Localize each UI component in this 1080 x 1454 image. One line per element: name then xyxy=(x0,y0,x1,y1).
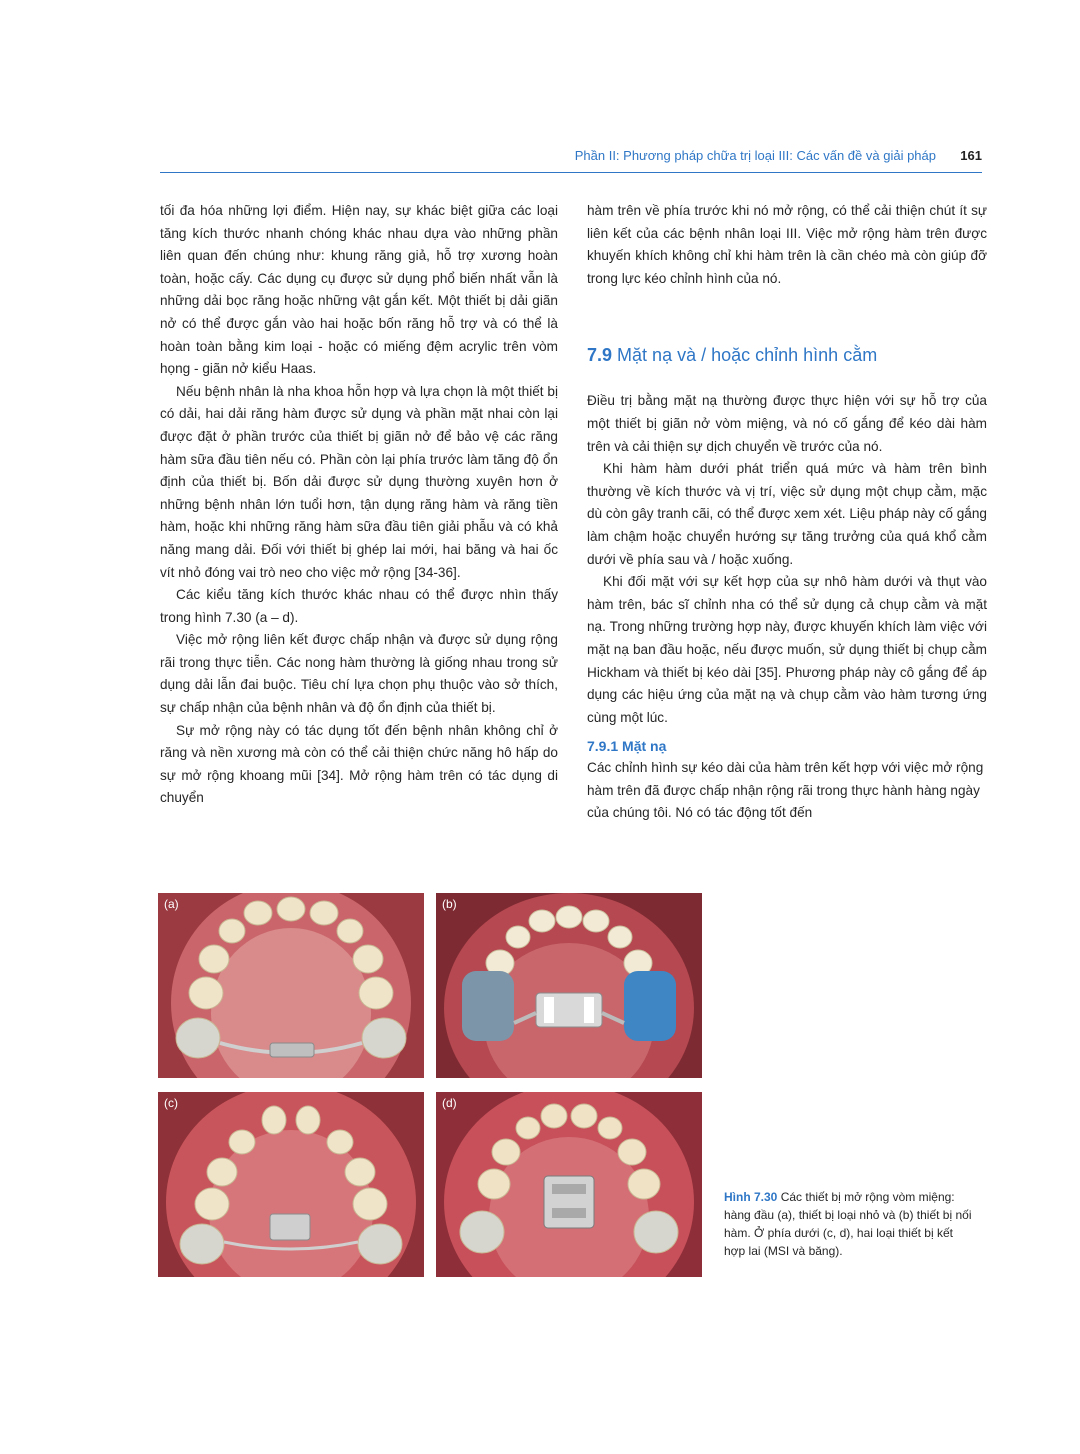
paragraph: Sự mở rộng này có tác dụng tốt đến bệnh nhân không chỉ ở răng và nền xương mà còn có thể cải thiện chức năng hô hấp do sự mở rộng khoang mũi [34]. Mở rộng hàm trên có tác dụng di chuyển xyxy=(160,722,558,806)
paragraph: Việc mở rộng liên kết được chấp nhận và được sử dụng rộng rãi trong thực tiễn. Các nong hàm thường là giống nhau trong sử dụng dải lẫn đai buộc. Tiêu chí lựa chọn phụ thuộc vào sở thích, sự chấp nhận của bệnh nhân và độ ổn định của thiết bị. xyxy=(160,632,558,716)
right-column xyxy=(587,200,987,825)
dental-photo-a xyxy=(158,893,424,1078)
subsection-heading: 7.9.1 Mặt nạ xyxy=(587,738,667,755)
figure-photo-a xyxy=(158,893,424,1078)
paragraph: Các chỉnh hình sự kéo dài của hàm trên kết hợp với việc mở rộng hàm trên đã được chấp nhận rộng rãi trong thực hành hàng ngày của chúng tôi. Nó có tác động tốt đến xyxy=(587,760,984,821)
panel-label-b: (b) xyxy=(442,897,457,911)
figure-caption-text: Các thiết bị mở rộng vòm miệng: hàng đầu (a), thiết bị loại nhỏ và (b) thiết bị nối hàm. Ở phía dưới (c, d), hai loại thiết bị kết hợp lai (MSI và băng). xyxy=(724,1190,972,1258)
page-number: 161 xyxy=(960,148,982,163)
figure-photo-b xyxy=(436,893,702,1078)
dental-photo-b xyxy=(436,893,702,1078)
panel-label-d: (d) xyxy=(442,1096,457,1110)
paragraph: Nếu bệnh nhân là nha khoa hỗn hợp và lựa chọn là một thiết bị có dải, hai dải răng hàm được sử dụng và phần mặt nhai còn lại được đặt ở phần trước của thiết bị giãn nở để bảo vệ các răng hàm sữa đầu tiên nếu có. Phần còn lại phía trước làm tăng độ ổn định của thiết bị. Bốn dải được sử dụng thường xuyên hơn ở những bệnh nhân lớn tuổi hơn, tận dụng răng hàm và răng tiền hàm, hoặc khi những răng hàm sữa đầu tiên giải phẫu và có khả năng mang dải. Đối với thiết bị ghép lai mới, hai băng và hai ốc vít nhỏ đóng vai trò neo cho việc mở rộng [34-36]. xyxy=(160,383,558,580)
paragraph: Khi đối mặt với sự kết hợp của sự nhô hàm dưới và thụt vào hàm trên, bác sĩ chỉnh nha có thể sử dụng cả chụp cằm và mặt nạ. Trong những trường hợp này, được khuyến khích làm việc với mặt nạ ban đầu hoặc, nếu được muốn, sử dụng thiết bị chụp cằm Hickham và thiết bị kéo dài [35]. Phương pháp này cô gắng để áp dụng các hiệu ứng của mặt nạ và chụp cằm vào hàm tương ứng cùng một lúc. xyxy=(587,574,987,725)
paragraph: hàm trên về phía trước khi nó mở rộng, có thể cải thiện chút ít sự liên kết của các bệnh nhân loại III. Việc mở rộng hàm trên được khuyến khích không chỉ khi hàm trên là cần chéo mà còn giúp đỡ trong lực kéo chỉnh hình của nó. xyxy=(587,203,987,286)
figure-caption xyxy=(724,1188,976,1260)
dental-photo-d xyxy=(436,1092,702,1277)
paragraph: tối đa hóa những lợi điểm. Hiện nay, sự khác biệt giữa các loại tăng kích thước nhanh chóng khác nhau dựa vào những phần liên quan đến chúng như: khung răng giả, hỗ trợ xương hoàn toàn, hoặc cấy. Các dụng cụ được sử dụng phổ biến nhất vẫn là những dải bọc răng hoặc những vật gắn kết. Một thiết bị dải giãn nở có thể được gắn vào hai hoặc bốn răng hỗ trợ và có thể là hoàn toàn bằng kim loại - hoặc có miếng đệm acrylic trên vòm họng - giãn nở kiểu Haas. xyxy=(160,203,558,377)
figure-photo-c xyxy=(158,1092,424,1277)
paragraph: Khi hàm hàm dưới phát triển quá mức và hàm trên bình thường về kích thước và vị trí, việc sử dụng một chụp cằm, mặc dù còn gây tranh cãi, có thể được xem xét. Liệu pháp này cố gắng làm chậm hoặc chuyển hướng sự tăng trưởng của quá khổ cằm dưới về phía sau và / hoặc xuống. xyxy=(587,461,987,567)
section-title: Mặt nạ và / hoặc chỉnh hình cằm xyxy=(617,345,878,366)
figure-photo-d xyxy=(436,1092,702,1277)
paragraph: Các kiểu tăng kích thước khác nhau có thể được nhìn thấy trong hình 7.30 (a – d). xyxy=(160,587,558,625)
figure-caption-label: Hình 7.30 xyxy=(724,1190,778,1204)
left-column xyxy=(160,200,558,810)
running-header xyxy=(160,138,982,173)
panel-label-c: (c) xyxy=(164,1096,178,1110)
panel-label-a: (a) xyxy=(164,897,179,911)
dental-photo-c xyxy=(158,1092,424,1277)
paragraph: Điều trị bằng mặt nạ thường được thực hiện với sự hỗ trợ của một thiết bị giãn nở vòm miệng, và nó cố gắng để kéo dài hàm trên và cải thiện sự dịch chuyển về trước của nó. xyxy=(587,393,987,454)
running-title: Phần II: Phương pháp chữa trị loại III: Các vấn đề và giải pháp xyxy=(574,148,936,163)
section-number: 7.9 xyxy=(587,345,613,366)
section-heading xyxy=(587,342,987,368)
